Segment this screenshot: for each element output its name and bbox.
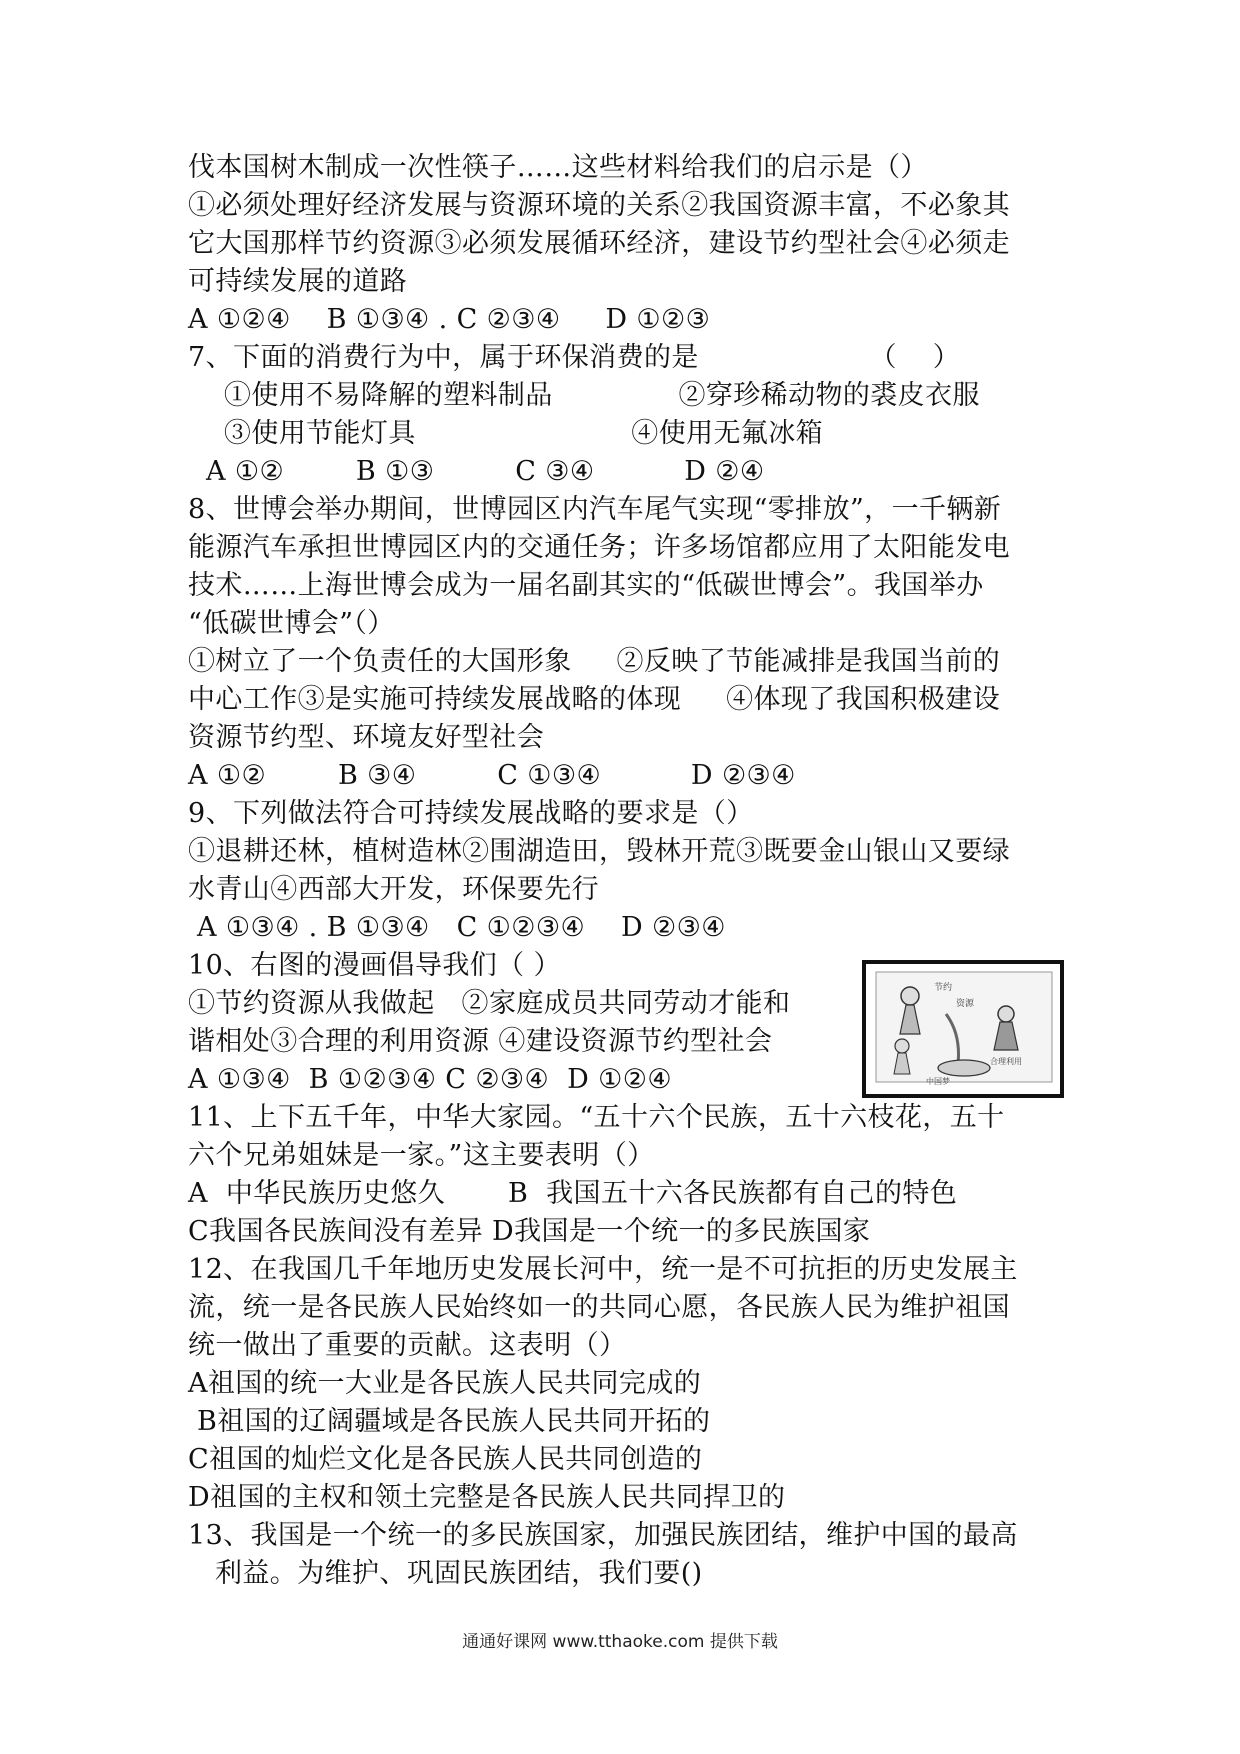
answer-options: C我国各民族间没有差异 D我国是一个统一的多民族国家 xyxy=(188,1216,871,1247)
cartoon-illustration xyxy=(862,960,1064,1098)
text-line: 伐本国树木制成一次性筷子……这些材料给我们的启示是（） xyxy=(188,152,928,183)
answer-option: B祖国的辽阔疆域是各民族人民共同开拓的 xyxy=(188,1406,711,1437)
question-7: 7、下面的消费行为中，属于环保消费的是 （ ） xyxy=(188,342,961,373)
cartoon-label: 节约 xyxy=(934,983,953,993)
cartoon-label: 合理利用 xyxy=(990,1057,1022,1066)
cartoon-drawing xyxy=(866,964,1060,1094)
text-line: ①节约资源从我做起 ②家庭成员共同劳动才能和 xyxy=(188,988,791,1019)
answer-option: D祖国的主权和领土完整是各民族人民共同捍卫的 xyxy=(188,1482,786,1513)
text-line: 能源汽车承担世博园区内的交通任务；许多场馆都应用了太阳能发电 xyxy=(188,532,1010,563)
text-line: 谐相处③合理的利用资源 ④建设资源节约型社会 xyxy=(188,1026,773,1057)
question-8: 8、世博会举办期间，世博园区内汽车尾气实现“零排放”，一千辆新 xyxy=(188,494,1002,525)
text-line: 统一做出了重要的贡献。这表明（） xyxy=(188,1330,627,1361)
question-12: 12、在我国几千年地历史发展长河中，统一是不可抗拒的历史发展主 xyxy=(188,1254,1018,1285)
answer-options: A ①③④ . B ①③④ C ①②③④ D ②③④ xyxy=(188,912,726,943)
answer-options: A 中华民族历史悠久 B 我国五十六各民族都有自己的特色 xyxy=(188,1178,958,1209)
text-line: ①使用不易降解的塑料制品 ②穿珍稀动物的裘皮衣服 xyxy=(188,380,980,411)
answer-options: A ①② B ①③ C ③④ D ②④ xyxy=(188,456,765,487)
text-line: ①树立了一个负责任的大国形象 ②反映了节能减排是我国当前的 xyxy=(188,646,1001,677)
question-13: 13、我国是一个统一的多民族国家，加强民族团结，维护中国的最高 xyxy=(188,1520,1018,1551)
text-line: 流，统一是各民族人民始终如一的共同心愿，各民族人民为维护祖国 xyxy=(188,1292,1010,1323)
text-line: ①必须处理好经济发展与资源环境的关系②我国资源丰富，不必象其 xyxy=(188,190,1010,221)
answer-option: C祖国的灿烂文化是各民族人民共同创造的 xyxy=(188,1444,703,1475)
text-line: ①退耕还林，植树造林②围湖造田，毁林开荒③既要金山银山又要绿 xyxy=(188,836,1010,867)
answer-options: A ①②④ B ①③④ . C ②③④ D ①②③ xyxy=(188,304,711,335)
answer-options: A ①③④ B ①②③④ C ②③④ D ①②④ xyxy=(188,1064,672,1095)
answer-options: A ①② B ③④ C ①③④ D ②③④ xyxy=(188,760,796,791)
text-line: ③使用节能灯具 ④使用无氟冰箱 xyxy=(188,418,824,449)
text-line: “低碳世博会”（） xyxy=(188,608,395,639)
text-line: 它大国那样节约资源③必须发展循环经济，建设节约型社会④必须走 xyxy=(188,228,1010,259)
text-line: 可持续发展的道路 xyxy=(188,266,408,297)
question-10: 10、右图的漫画倡导我们（ ） xyxy=(188,950,561,981)
text-line: 利益。为维护、巩固民族团结，我们要() xyxy=(188,1558,703,1589)
footer-credit: 通通好课网 www.tthaoke.com 提供下载 xyxy=(462,1632,778,1652)
question-9: 9、下列做法符合可持续发展战略的要求是（） xyxy=(188,798,754,829)
text-line: 技术……上海世博会成为一届名副其实的“低碳世博会”。我国举办 xyxy=(188,570,984,601)
question-11: 11、上下五千年，中华大家园。“五十六个民族，五十六枝花，五十 xyxy=(188,1102,1005,1133)
text-line: 水青山④西部大开发，环保要先行 xyxy=(188,874,599,905)
text-line: 中心工作③是实施可持续发展战略的体现 ④体现了我国积极建设 xyxy=(188,684,1001,715)
cartoon-label: 资源 xyxy=(956,999,975,1009)
answer-option: A祖国的统一大业是各民族人民共同完成的 xyxy=(188,1368,702,1399)
text-line: 资源节约型、环境友好型社会 xyxy=(188,722,545,753)
text-line: 六个兄弟姐妹是一家。”这主要表明（） xyxy=(188,1140,655,1171)
cartoon-label: 中国梦 xyxy=(926,1077,950,1086)
